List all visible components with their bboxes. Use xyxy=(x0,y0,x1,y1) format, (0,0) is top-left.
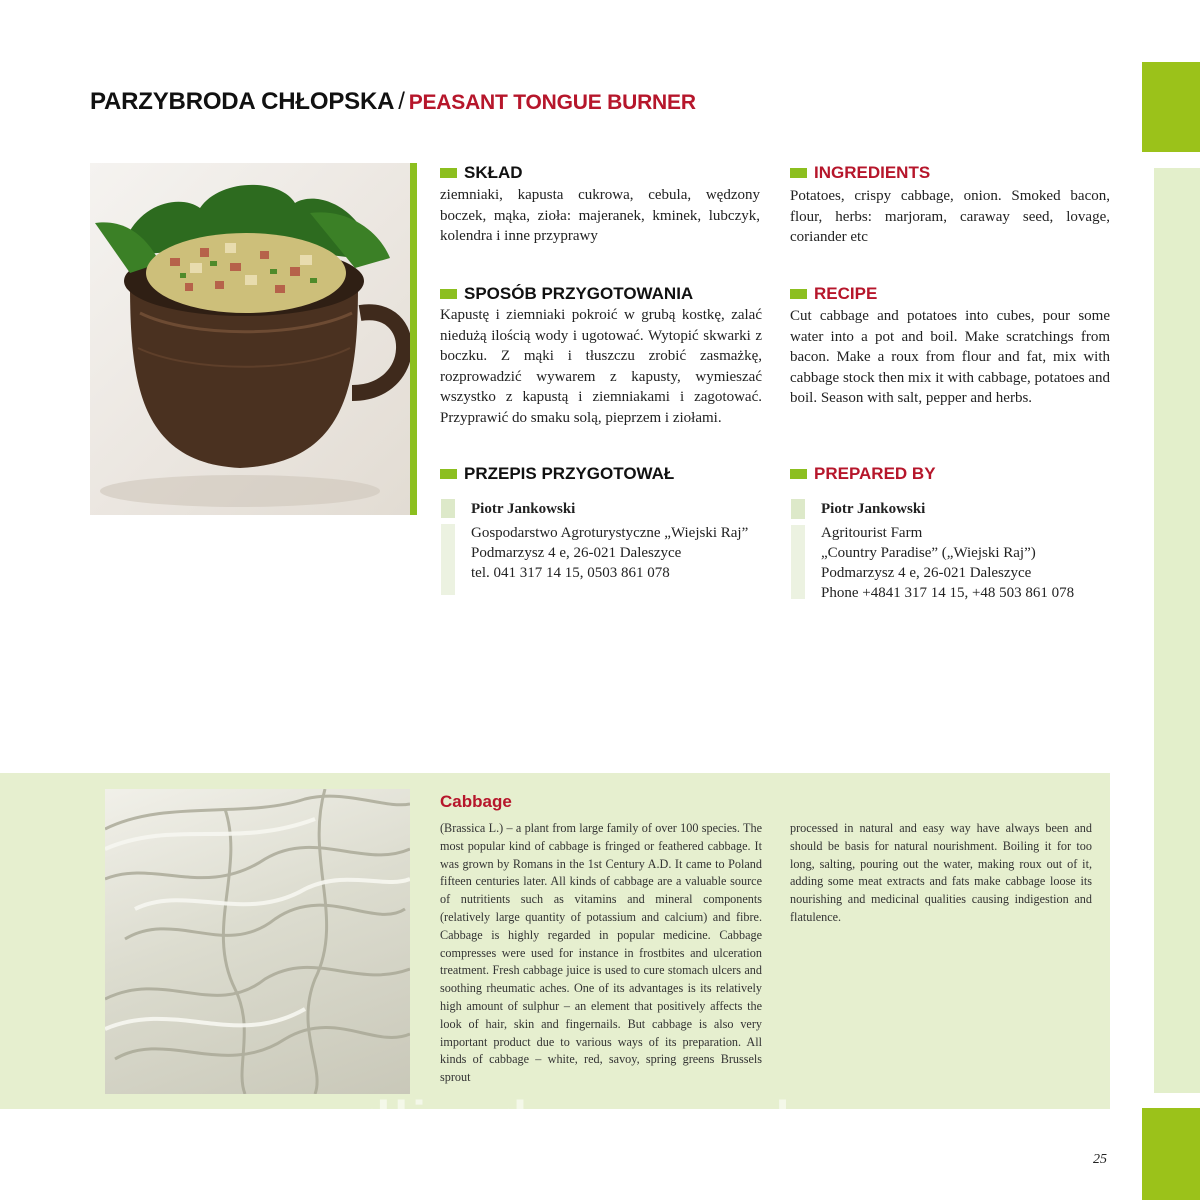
polish-contact-name: Piotr Jankowski xyxy=(471,501,576,517)
polish-contact-line1: Gospodarstwo Agroturystyczne „Wiejski Raj” xyxy=(471,525,749,541)
green-square-icon xyxy=(790,289,807,299)
green-square-icon xyxy=(440,168,457,178)
green-square-icon xyxy=(790,168,807,178)
watermark: wedlinydomowe.pl xyxy=(285,1091,794,1147)
english-contact-line2: „Country Paradise” („Wiejski Raj”) xyxy=(821,545,1036,561)
page-tab-top xyxy=(1142,62,1200,152)
dish-photo xyxy=(90,163,410,515)
contact-bar xyxy=(441,499,455,595)
english-prepared-heading: PREPARED BY xyxy=(790,464,936,484)
title-separator: / xyxy=(398,88,405,115)
polish-recipe-heading: SPOSÓB PRZYGOTOWANIA xyxy=(440,284,693,304)
polish-ingredients-text: ziemniaki, kapusta cukrowa, cebula, wędzony boczek, mąka, zioła: majeranek, kminek, lubczyk, kolendra i inne przyprawy xyxy=(440,187,760,244)
cabbage-title: Cabbage xyxy=(440,792,512,811)
green-square-icon xyxy=(790,469,807,479)
english-contact-line4: Phone +4841 317 14 15, +48 503 861 078 xyxy=(821,585,1075,601)
english-recipe-heading: RECIPE xyxy=(790,284,877,304)
photo-divider-bar xyxy=(410,163,417,515)
title-polish: PARZYBRODA CHŁOPSKA xyxy=(90,88,395,115)
dish-illustration xyxy=(90,163,410,515)
contact-bar xyxy=(791,499,805,599)
english-contact-line1: Agritourist Farm xyxy=(821,525,923,541)
page-title xyxy=(90,88,696,116)
polish-ingredients-heading: SKŁAD xyxy=(440,163,523,183)
english-contact-name: Piotr Jankowski xyxy=(821,501,926,517)
cabbage-text-column-1: (Brassica L.) – a plant from large family of over 100 species. The most popular kind of cabbage is fringed or feathered cabbage. It was grown by Romans in the 1st Century A.D. It came to Poland fifteen centuries later. All kinds of cabbage are a valuable source of nutritients such as vitamins and mineral components (relatively large quantity of potassium and calcium) and fibre. Cabbage is highly regarded in popular medicine. Cabbage compresses were used for instance in frostbites and ulceration treatment. Fresh cabbage juice is used to cure stomach ulcers and soothing rheumatic aches. One of its advantages is its relatively high amount of sulphur – an element that positively affects the look of hair, skin and fingernails. But cabbage is also very important product due to various ways of its preparation. All kinds of cabbage – white, red, savoy, spring greens Brussels sprout xyxy=(440,821,762,1085)
english-ingredients-text: Potatoes, crispy cabbage, onion. Smoked bacon, flour, herbs: marjoram, caraway seed, lovage, coriander etc xyxy=(790,188,1110,245)
cabbage-photo xyxy=(105,789,410,1094)
page-tab-strip xyxy=(1154,168,1200,1093)
english-contact-line3: Podmarzysz 4 e, 26-021 Daleszyce xyxy=(821,565,1032,581)
polish-contact-line2: Podmarzysz 4 e, 26-021 Daleszyce xyxy=(471,545,682,561)
cabbage-illustration xyxy=(105,789,410,1094)
polish-contact-block xyxy=(441,499,771,599)
english-ingredients-heading: INGREDIENTS xyxy=(790,163,930,183)
polish-prepared-heading: PRZEPIS PRZYGOTOWAŁ xyxy=(440,464,674,484)
english-recipe-text: Cut cabbage and potatoes into cubes, pour some water into a pot and boil. Make scratchings from bacon. Make a roux from flour and fat, mix with cabbage stock then mix it with cabbage, potatoes and boil. Season with salt, pepper and herbs. xyxy=(790,308,1110,406)
english-contact-block xyxy=(791,499,1121,604)
polish-recipe-text: Kapustę i ziemniaki pokroić w grubą kostkę, zalać niedużą ilością wody i ugotować. Wytopić skwarki z boczku. Z mąki i tłuszczu zrobić zasmażkę, rozprowadzić wywarem z kapusty, wymieszać wszystko z kapustą i ziemniakami i zagotować. Przyprawić do smaku solą, pieprzem i ziołami. xyxy=(440,307,762,426)
title-english: PEASANT TONGUE BURNER xyxy=(408,91,696,114)
page-tab-bottom xyxy=(1142,1108,1200,1200)
polish-contact-line3: tel. 041 317 14 15, 0503 861 078 xyxy=(471,565,670,581)
green-square-icon xyxy=(440,469,457,479)
cabbage-text-column-2: processed in natural and easy way have always been and should be basis for natural nourishment. Boiling it for too long, salting, pouring out the water, making roux out of it, adding some meat extracts and fats make cabbage loose its nourishing and medicinal qualities causing indigestion and flatulence. xyxy=(790,821,1092,924)
green-square-icon xyxy=(440,289,457,299)
page-number: 25 xyxy=(1093,1152,1107,1167)
